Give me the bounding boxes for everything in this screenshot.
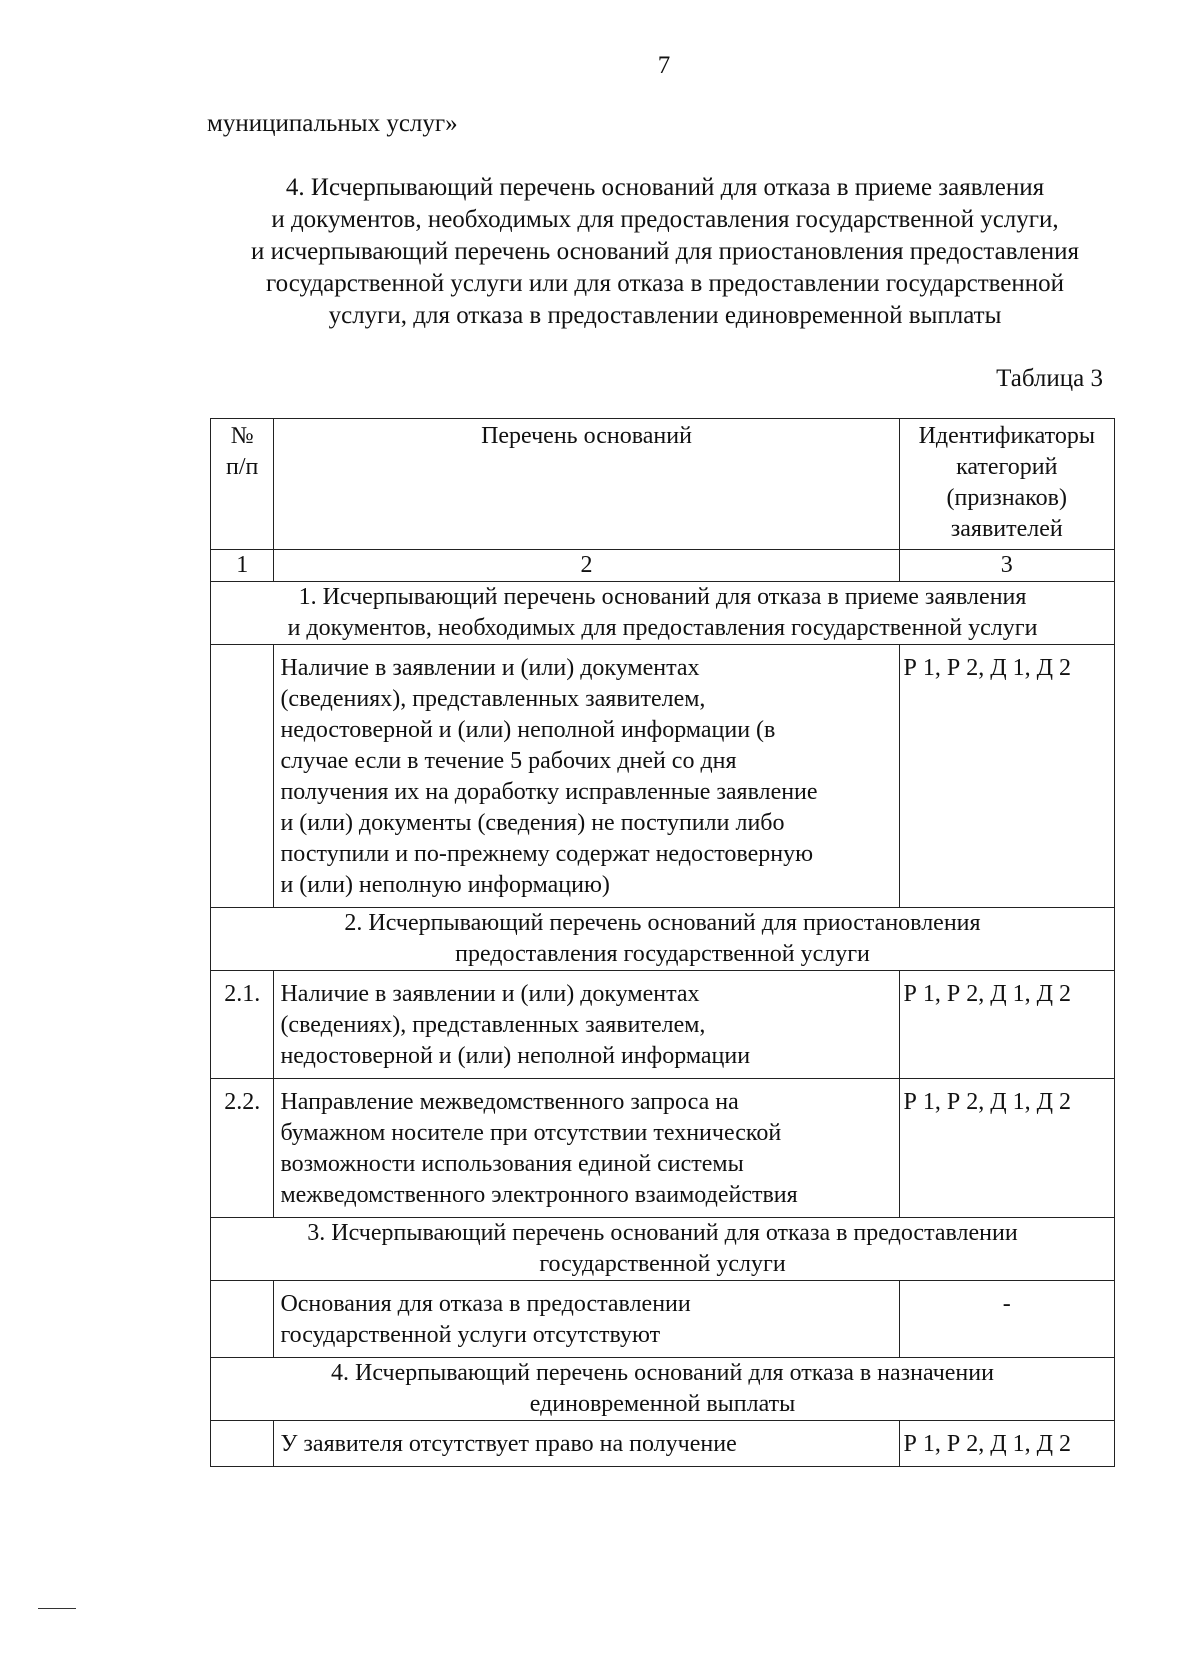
row-text-cell <box>274 1421 899 1467</box>
row-number-cell <box>211 1281 274 1358</box>
heading-line: и исчерпывающий перечень оснований для приостановления предоставления <box>250 238 1080 265</box>
row-text-line: случае если в течение 5 рабочих дней со дня <box>280 748 737 774</box>
section-row <box>211 908 1115 971</box>
heading-line: государственной услуги или для отказа в предоставлении государственной <box>265 270 1065 297</box>
footnote-rule <box>38 1608 76 1609</box>
section-title-line: единовременной выплаты <box>529 1391 796 1417</box>
row-text-line: государственной услуги отсутствуют <box>280 1322 661 1348</box>
header-number-abbr: п/п <box>226 454 259 480</box>
table-label: Таблица 3 <box>996 365 1103 392</box>
section-title-cell <box>211 908 1115 971</box>
column-number: 1 <box>211 550 274 582</box>
section-title-line: 3. Исчерпывающий перечень оснований для отказа в предоставлении <box>307 1220 1018 1246</box>
row-text-cell <box>274 1281 899 1358</box>
row-text-line: бумажном носителе при отсутствии технической <box>280 1120 782 1146</box>
row-text-line: возможности использования единой системы <box>280 1151 744 1177</box>
row-number-cell <box>211 645 274 908</box>
row-text-line: получения их на доработку исправленные заявление <box>280 779 818 805</box>
header-ids-line: категорий <box>956 454 1058 480</box>
section-title-line: и документов, необходимых для предоставления государственной услуги <box>287 615 1038 641</box>
section-title-line: 1. Исчерпывающий перечень оснований для отказа в приеме заявления <box>298 584 1027 610</box>
row-text-line: и (или) неполную информацию) <box>280 872 610 898</box>
row-text-line: недостоверной и (или) неполной информации (в <box>280 717 776 743</box>
section-title-line: государственной услуги <box>539 1251 786 1277</box>
row-text-line: У заявителя отсутствует право на получение <box>280 1431 737 1457</box>
header-ids-line: заявителей <box>950 516 1063 542</box>
section-heading <box>200 172 1130 332</box>
header-ids-line: Идентификаторы <box>918 423 1095 449</box>
row-ids-cell: Р 1, Р 2, Д 1, Д 2 <box>899 1079 1114 1218</box>
row-number-cell: 2.2. <box>211 1079 274 1218</box>
heading-line: услуги, для отказа в предоставлении единовременной выплаты <box>328 302 1002 329</box>
table-header-row <box>211 419 1115 550</box>
row-text-cell <box>274 645 899 908</box>
row-ids-cell: - <box>899 1281 1114 1358</box>
header-ids-cell <box>899 419 1114 550</box>
page-number: 7 <box>657 52 671 79</box>
header-list-cell: Перечень оснований <box>274 419 899 550</box>
row-number-cell: 2.1. <box>211 971 274 1079</box>
row-ids-cell: Р 1, Р 2, Д 1, Д 2 <box>899 1421 1114 1467</box>
row-text-line: (сведениях), представленных заявителем, <box>280 1012 706 1038</box>
section-title-cell <box>211 1218 1115 1281</box>
table-row <box>211 971 1115 1079</box>
table-row <box>211 645 1115 908</box>
row-text-line: межведомственного электронного взаимодействия <box>280 1182 798 1208</box>
row-text-line: поступили и по-прежнему содержат недостоверную <box>280 841 814 867</box>
row-text-cell <box>274 971 899 1079</box>
row-text-line: и (или) документы (сведения) не поступили либо <box>280 810 785 836</box>
row-text-line: (сведениях), представленных заявителем, <box>280 686 706 712</box>
column-number: 2 <box>274 550 899 582</box>
column-number: 3 <box>899 550 1114 582</box>
grounds-table <box>210 418 1115 1467</box>
section-title-cell <box>211 582 1115 645</box>
row-text-line: Наличие в заявлении и (или) документах <box>280 981 700 1007</box>
row-number-cell <box>211 1421 274 1467</box>
column-number-row <box>211 550 1115 582</box>
section-title-line: 4. Исчерпывающий перечень оснований для отказа в назначении <box>331 1360 994 1386</box>
table-body <box>211 582 1115 1467</box>
section-title-line: предоставления государственной услуги <box>455 941 870 967</box>
row-ids-cell: Р 1, Р 2, Д 1, Д 2 <box>899 971 1114 1079</box>
section-row <box>211 1218 1115 1281</box>
header-ids-line: (признаков) <box>946 485 1067 511</box>
row-text-line: Направление межведомственного запроса на <box>280 1089 739 1115</box>
section-row <box>211 582 1115 645</box>
row-text-line: Основания для отказа в предоставлении <box>280 1291 691 1317</box>
table-row <box>211 1079 1115 1218</box>
header-number-symbol: № <box>230 423 254 449</box>
row-text-line: Наличие в заявлении и (или) документах <box>280 655 700 681</box>
section-title-cell <box>211 1358 1115 1421</box>
row-text-cell <box>274 1079 899 1218</box>
continuation-text: муниципальных услуг» <box>207 110 458 137</box>
heading-line: 4. Исчерпывающий перечень оснований для отказа в приеме заявления <box>285 174 1045 201</box>
section-title-line: 2. Исчерпывающий перечень оснований для приостановления <box>344 910 981 936</box>
row-text-line: недостоверной и (или) неполной информации <box>280 1043 751 1069</box>
section-row <box>211 1358 1115 1421</box>
row-ids-cell: Р 1, Р 2, Д 1, Д 2 <box>899 645 1114 908</box>
table-row <box>211 1421 1115 1467</box>
heading-line: и документов, необходимых для предоставления государственной услуги, <box>271 206 1059 233</box>
table-row <box>211 1281 1115 1358</box>
header-number-cell <box>211 419 274 550</box>
